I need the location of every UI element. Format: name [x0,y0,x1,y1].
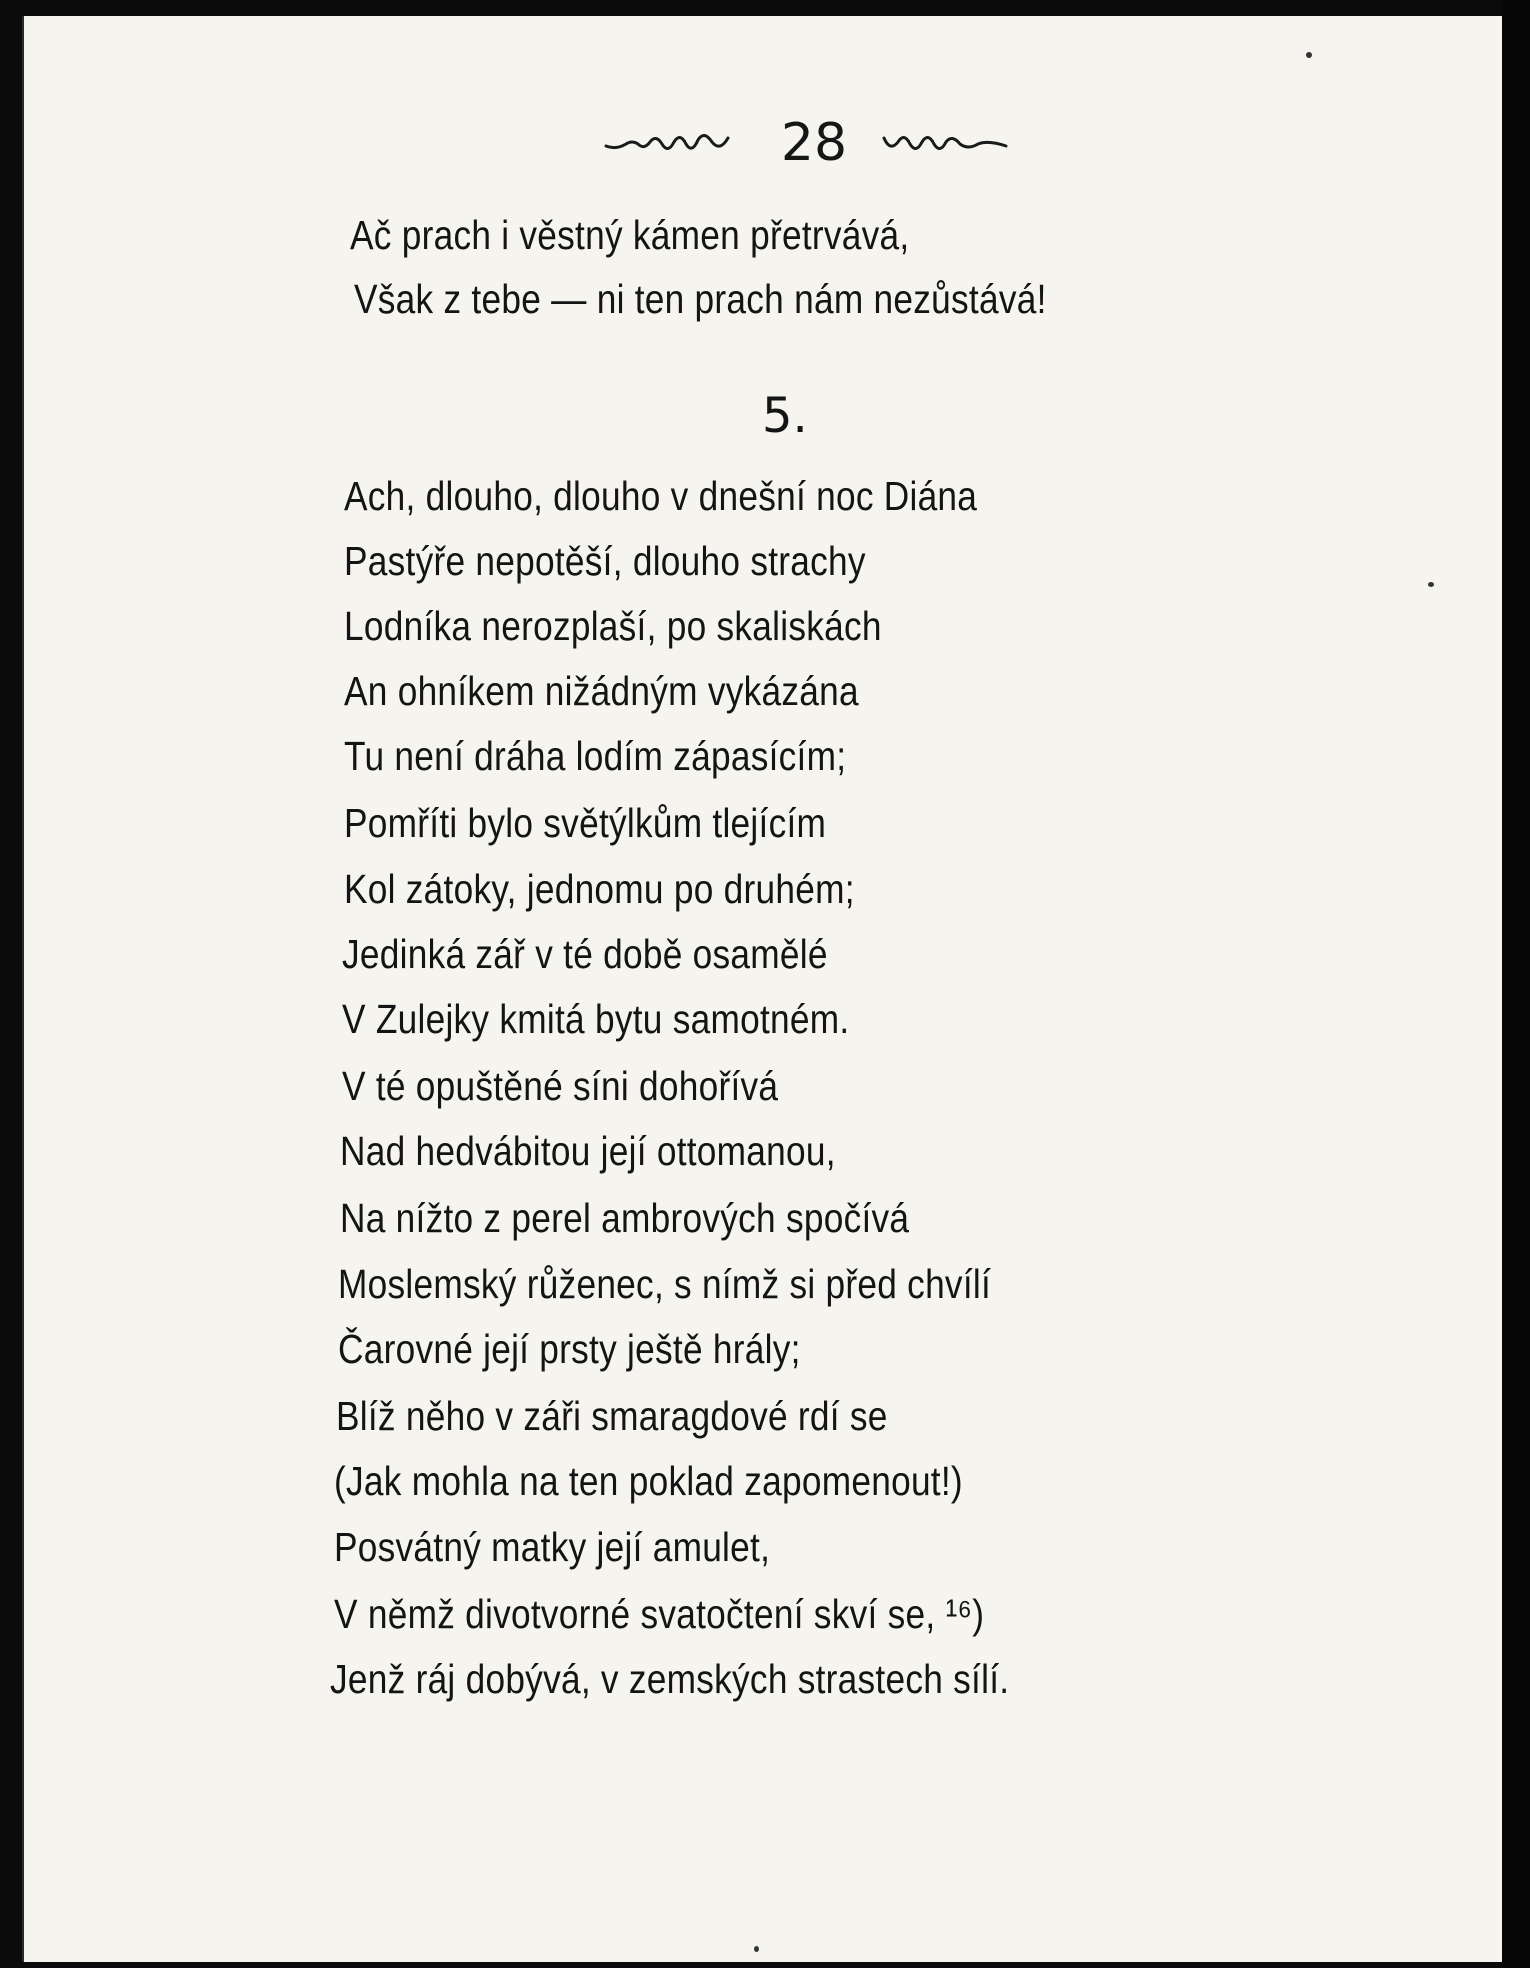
book-page [22,16,1504,1962]
verse-line: Ač prach i věstný kámen přetrvává, [350,212,910,258]
verse-line: Moslemský růženec, s nímž si před chvílí [338,1261,992,1307]
verse-line: Lodníka nerozplaší, po skaliskách [344,603,882,649]
verse-line: Pastýře nepotěší, dlouho strachy [344,538,866,584]
verse-line: Pomříti bylo světýlkům tlejícím [344,800,827,846]
right-wavy-ornament [874,128,1009,158]
scan-edge-band [1502,0,1530,1968]
scan-speck [1306,52,1312,58]
verse-line: V němž divotvorné svatočtení skví se, ¹⁶) [334,1591,985,1637]
verse-line: An ohníkem nižádným vykázána [344,668,859,714]
verse-line: (Jak mohla na ten poklad zapomenout!) [334,1458,963,1504]
left-wavy-ornament [604,128,739,158]
section-number: 5. [762,388,808,444]
page-header [24,108,1504,178]
verse-line: Jenž ráj dobývá, v zemských strastech sílí. [330,1656,1010,1702]
verse-line: Nad hedvábitou její ottomanou, [340,1128,836,1174]
scan-speck [754,1946,759,1952]
verse-line: Kol zátoky, jednomu po druhém; [344,866,855,912]
verse-line: Ach, dlouho, dlouho v dnešní noc Diána [344,473,978,519]
verse-line: Na nížto z perel ambrových spočívá [340,1195,910,1241]
scan-speck [1428,582,1434,587]
verse-line: Tu není dráha lodím zápasícím; [344,733,847,779]
verse-line: Posvátný matky její amulet, [334,1524,771,1570]
verse-line: Čarovné její prsty ještě hrály; [338,1326,801,1372]
verse-line: V Zulejky kmitá bytu samotném. [342,996,850,1042]
verse-line: Jedinká zář v té době osamělé [342,931,828,977]
verse-line: V té opuštěné síni dohořívá [342,1063,779,1109]
verse-line: Blíž něho v záři smaragdové rdí se [336,1393,888,1439]
verse-line: Však z tebe — ni ten prach nám nezůstává! [354,276,1047,322]
page-number: 28 [780,113,848,173]
